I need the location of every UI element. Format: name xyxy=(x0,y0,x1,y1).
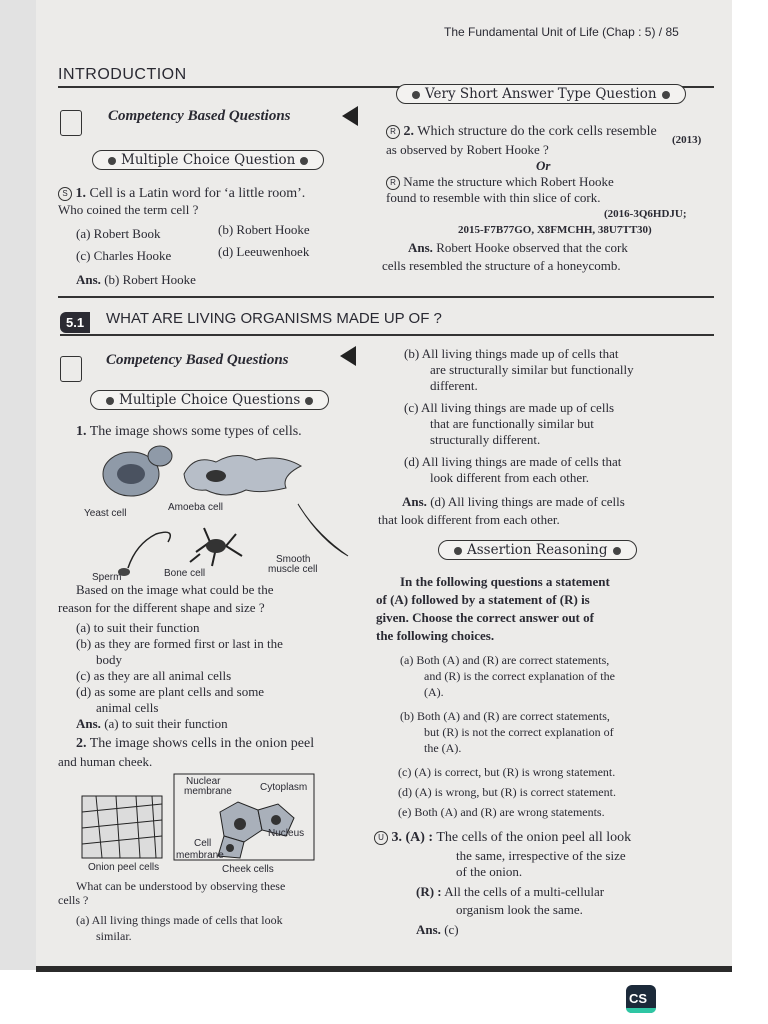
s-q1-opt-d-2: animal cells xyxy=(96,700,159,715)
ar-q3-answer: Ans. (c) xyxy=(416,922,459,937)
q-marker-icon: S xyxy=(58,187,72,201)
s-q2-line2: and human cheek. xyxy=(58,754,153,769)
yeast-cell-drawing xyxy=(103,446,172,496)
smooth-muscle-drawing xyxy=(298,504,348,556)
q-marker-icon: U xyxy=(374,831,388,845)
s-q2-opt-a-2: similar. xyxy=(96,929,132,943)
label-cytoplasm: Cytoplasm xyxy=(260,782,308,793)
intro-q1-opt-a: (a) Robert Book xyxy=(76,226,161,241)
s-q1-opt-b-2: body xyxy=(96,652,122,667)
s-q1-opt-c: (c) as they are all animal cells xyxy=(76,668,232,683)
section-mcq-pill xyxy=(90,390,329,410)
ar-opt-a-3: (A). xyxy=(424,685,444,699)
label-bone-cell: Bone cell xyxy=(164,568,206,579)
s-q2-answer: Ans. (d) All living things are made of cells xyxy=(402,494,625,509)
ar-opt-b-3: the (A). xyxy=(424,741,462,755)
label-cheek-cells: Cheek cells xyxy=(222,864,274,875)
running-head: The Fundamental Unit of Life (Chap : 5) / 85 xyxy=(444,25,679,39)
ar-q3-r-2: organism look the same. xyxy=(456,902,583,917)
ar-opt-a: (a) Both (A) and (R) are correct statements, xyxy=(400,653,610,667)
sperm-drawing xyxy=(118,532,170,576)
intro-q1-opt-d: (d) Leeuwenhoek xyxy=(218,244,310,259)
arrow-left-icon xyxy=(342,106,358,126)
section-rule xyxy=(58,296,714,298)
s-q1-opt-a: (a) to suit their function xyxy=(76,620,200,635)
s-q1-prompt-2: reason for the different shape and size ? xyxy=(58,600,265,615)
label-smooth-muscle: Smooth xyxy=(276,554,311,565)
q-marker-icon: R xyxy=(386,176,400,190)
intro-q2-answer: Ans. Robert Hooke observed that the cork xyxy=(408,240,628,255)
bullet-icon xyxy=(108,157,116,165)
section-cbq-label: Competency Based Questions xyxy=(106,352,289,368)
s-q1-opt-b: (b) as they are formed first or last in the xyxy=(76,636,283,651)
s-q2-opt-c-3: structurally different. xyxy=(430,432,541,447)
s-q2-opt-b: (b) All living things made up of cells that xyxy=(404,346,619,361)
ar-q3-a-3: of the onion. xyxy=(456,864,523,879)
label-nuclear-membrane: Nuclear xyxy=(186,776,221,787)
label-nucleus: Nucleus xyxy=(268,828,305,839)
ar-label: Assertion Reasoning xyxy=(467,542,608,558)
s-q2-prompt-2: cells ? xyxy=(58,893,89,907)
arrow-left-icon xyxy=(340,346,356,366)
intro-cbq-label: Competency Based Questions xyxy=(108,108,291,124)
label-smooth-muscle-2: muscle cell xyxy=(268,564,318,575)
ar-q3-a-2: the same, irrespective of the size xyxy=(456,848,626,863)
bone-cell-drawing xyxy=(190,528,242,566)
ar-opt-c: (c) (A) is correct, but (R) is wrong statement. xyxy=(398,765,616,779)
intro-title: INTRODUCTION xyxy=(58,66,187,83)
ar-intro-2: of (A) followed by a statement of (R) is xyxy=(376,592,590,607)
ar-q3-r: (R) : All the cells of a multi-cellular xyxy=(416,884,605,899)
q-marker-icon: R xyxy=(386,125,400,139)
intro-q2-year: (2013) xyxy=(672,134,702,146)
bullet-icon xyxy=(662,91,670,99)
label-cell-membrane: Cell xyxy=(194,838,212,849)
section-mcq-label: Multiple Choice Questions xyxy=(119,392,301,408)
intro-mcq-label: Multiple Choice Question xyxy=(121,152,296,168)
ar-opt-d: (d) (A) is wrong, but (R) is correct statement. xyxy=(398,785,616,799)
amoeba-cell-drawing xyxy=(184,455,301,495)
ar-opt-b-2: but (R) is not the correct explanation of xyxy=(424,725,614,739)
s-q1-opt-d: (d) as some are plant cells and some xyxy=(76,684,265,699)
section-title: WHAT ARE LIVING ORGANISMS MADE UP OF ? xyxy=(106,310,442,327)
vsa-pill xyxy=(396,84,686,104)
bullet-icon xyxy=(300,157,308,165)
intro-q2-codes-2: 2015-F7B77GO, X8FMCHH, 38U7TT30) xyxy=(458,224,652,236)
label-amoeba-cell: Amoeba cell xyxy=(168,502,224,513)
bullet-icon xyxy=(412,91,420,99)
ar-q3: U 3. (A) : The cells of the onion peel all look xyxy=(374,830,631,846)
label-yeast-cell: Yeast cell xyxy=(84,508,127,519)
ar-opt-a-2: and (R) is the correct explanation of the xyxy=(424,669,615,683)
label-onion-peel-cells: Onion peel cells xyxy=(88,862,160,873)
ar-opt-e: (e) Both (A) and (R) are wrong statements. xyxy=(398,805,605,819)
competency-icon xyxy=(60,110,82,136)
vsa-label: Very Short Answer Type Question xyxy=(425,86,657,102)
page-left-edge xyxy=(0,0,36,970)
ar-pill xyxy=(438,540,637,560)
competency-icon xyxy=(60,356,82,382)
bullet-icon xyxy=(305,397,313,405)
intro-mcq-pill xyxy=(92,150,324,170)
bullet-icon xyxy=(613,547,621,555)
intro-or: Or xyxy=(536,158,551,173)
s-q2-opt-c-2: that are functionally similar but xyxy=(430,416,594,431)
label-cell-membrane-2: membrane xyxy=(176,850,224,861)
bullet-icon xyxy=(106,397,114,405)
ar-intro-3: given. Choose the correct answer out of xyxy=(376,610,594,625)
textbook-page xyxy=(36,0,732,970)
bullet-icon xyxy=(454,547,462,555)
intro-q1-opt-b: (b) Robert Hooke xyxy=(218,222,310,237)
onion-peel-drawing xyxy=(82,796,162,858)
s-q2-opt-d-2: look different from each other. xyxy=(430,470,589,485)
label-sperm: Sperm xyxy=(92,572,122,583)
s-q1-prompt: Based on the image what could be the xyxy=(76,582,274,597)
s-q2-opt-b-3: different. xyxy=(430,378,478,393)
s-q2-opt-d: (d) All living things are made of cells that xyxy=(404,454,622,469)
page-bottom-shadow xyxy=(36,966,732,972)
intro-q2-alt: R Name the structure which Robert Hooke xyxy=(386,174,614,190)
intro-q2-alt-line2: found to resemble with thin slice of cork. xyxy=(386,190,601,205)
s-q2-answer-2: that look different from each other. xyxy=(378,512,560,527)
s-q1-answer: Ans. (a) to suit their function xyxy=(76,716,228,731)
ar-intro-4: the following choices. xyxy=(376,628,495,643)
s-q2-prompt: What can be understood by observing these xyxy=(76,879,286,893)
intro-q2-codes: (2016-3Q6HDJU; xyxy=(604,208,687,220)
s-q1: 1. The image shows some types of cells. xyxy=(76,424,302,439)
intro-q2: R 2. Which structure do the cork cells resemble xyxy=(386,124,657,140)
ar-intro: In the following questions a statement xyxy=(400,574,610,589)
label-nuclear-membrane-2: membrane xyxy=(184,786,232,797)
intro-q1-answer: Ans. (b) Robert Hooke xyxy=(76,272,196,287)
camscanner-logo: CS xyxy=(626,985,656,1013)
intro-q2-answer-line2: cells resembled the structure of a honeycomb. xyxy=(382,258,621,273)
s-q2: 2. The image shows cells in the onion peel xyxy=(76,736,315,751)
s-q2-opt-a: (a) All living things made of cells that look xyxy=(76,913,283,927)
s-q2-opt-c: (c) All living things are made up of cells xyxy=(404,400,615,415)
s-q2-opt-b-2: are structurally similar but functionally xyxy=(430,362,634,377)
intro-q1-opt-c: (c) Charles Hooke xyxy=(76,248,172,263)
intro-q2-line2: as observed by Robert Hooke ? xyxy=(386,142,549,157)
section-badge: 5.1 xyxy=(60,312,90,333)
ar-opt-b: (b) Both (A) and (R) are correct statements, xyxy=(400,709,610,723)
section-under-rule xyxy=(60,334,714,336)
intro-q1: S 1. Cell is a Latin word for ‘a little room’. xyxy=(58,186,305,202)
intro-q1-line2: Who coined the term cell ? xyxy=(58,202,199,217)
